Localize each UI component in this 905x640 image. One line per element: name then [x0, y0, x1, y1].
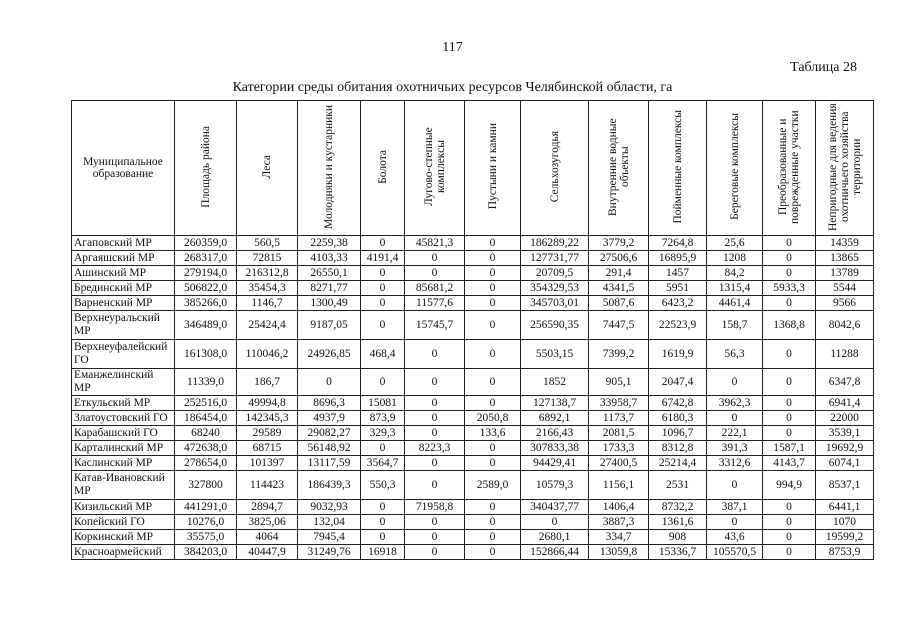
value-cell: 4143,7: [763, 456, 816, 471]
value-cell: 506822,0: [175, 281, 237, 296]
value-cell: 4103,33: [298, 251, 361, 266]
value-cell: 384203,0: [175, 545, 237, 560]
value-cell: 8312,8: [649, 441, 707, 456]
value-cell: 0: [405, 411, 465, 426]
value-cell: 24926,85: [298, 340, 361, 369]
value-cell: 6941,4: [816, 396, 874, 411]
value-cell: 19692,9: [816, 441, 874, 456]
value-cell: 20709,5: [521, 266, 589, 281]
value-cell: 0: [707, 369, 763, 396]
column-header-label: Леса: [261, 154, 273, 179]
value-cell: 0: [298, 369, 361, 396]
value-cell: 0: [361, 369, 405, 396]
header-municipality: Муниципальное образование: [72, 101, 175, 236]
value-cell: 0: [465, 340, 521, 369]
value-cell: 16918: [361, 545, 405, 560]
value-cell: 291,4: [589, 266, 649, 281]
municipality-name-cell: Красноармейский: [72, 545, 175, 560]
value-cell: 2259,38: [298, 236, 361, 251]
municipality-name-cell: Карталинский МР: [72, 441, 175, 456]
value-cell: 84,2: [707, 266, 763, 281]
value-cell: 0: [465, 396, 521, 411]
value-cell: 127731,77: [521, 251, 589, 266]
value-cell: 186,7: [237, 369, 298, 396]
municipality-name-cell: Еткульский МР: [72, 396, 175, 411]
value-cell: 5951: [649, 281, 707, 296]
municipality-name-cell: Кизильский МР: [72, 500, 175, 515]
value-cell: 132,04: [298, 515, 361, 530]
value-cell: 7399,2: [589, 340, 649, 369]
value-cell: 5544: [816, 281, 874, 296]
table-row: [72, 411, 874, 426]
table-row: [72, 311, 874, 340]
value-cell: 25,6: [707, 236, 763, 251]
value-cell: 8696,3: [298, 396, 361, 411]
value-cell: 0: [465, 500, 521, 515]
value-cell: 1156,1: [589, 471, 649, 500]
table-header-row: [72, 101, 874, 236]
table-row: [72, 369, 874, 396]
value-cell: 114423: [237, 471, 298, 500]
value-cell: 2589,0: [465, 471, 521, 500]
municipality-name-cell: Катав-Ивановский МР: [72, 471, 175, 500]
column-header-label: Площадь района: [199, 125, 212, 208]
value-cell: 33958,7: [589, 396, 649, 411]
column-header: [763, 101, 816, 236]
value-cell: 35575,0: [175, 530, 237, 545]
column-header-label: Сельхозугодья: [548, 130, 561, 203]
value-cell: 186454,0: [175, 411, 237, 426]
municipality-name-cell: Агаповский МР: [72, 236, 175, 251]
value-cell: 0: [405, 266, 465, 281]
value-cell: 6347,8: [816, 369, 874, 396]
value-cell: 0: [361, 441, 405, 456]
value-cell: 327800: [175, 471, 237, 500]
value-cell: 11288: [816, 340, 874, 369]
value-cell: 905,1: [589, 369, 649, 396]
value-cell: 15745,7: [405, 311, 465, 340]
value-cell: 35454,3: [237, 281, 298, 296]
municipality-name-cell: Верхнеуфалейский ГО: [72, 340, 175, 369]
value-cell: 105570,5: [707, 545, 763, 560]
column-header: [175, 101, 237, 236]
value-cell: 0: [465, 236, 521, 251]
value-cell: 0: [361, 266, 405, 281]
value-cell: 11339,0: [175, 369, 237, 396]
value-cell: 3539,1: [816, 426, 874, 441]
table-row: [72, 236, 874, 251]
municipality-name-cell: Ашинский МР: [72, 266, 175, 281]
value-cell: 0: [465, 281, 521, 296]
value-cell: 7447,5: [589, 311, 649, 340]
column-header: [465, 101, 521, 236]
value-cell: 560,5: [237, 236, 298, 251]
value-cell: 186439,3: [298, 471, 361, 500]
value-cell: 6074,1: [816, 456, 874, 471]
table-row: [72, 456, 874, 471]
value-cell: 354329,53: [521, 281, 589, 296]
value-cell: 334,7: [589, 530, 649, 545]
column-header-label: Непригодные для ведения охотничьего хозяйства территории: [826, 102, 863, 231]
value-cell: 1146,7: [237, 296, 298, 311]
value-cell: 13865: [816, 251, 874, 266]
value-cell: 329,3: [361, 426, 405, 441]
value-cell: 0: [465, 369, 521, 396]
column-header-label: Болота: [376, 149, 389, 184]
value-cell: 31249,76: [298, 545, 361, 560]
value-cell: 216312,8: [237, 266, 298, 281]
value-cell: 6441,1: [816, 500, 874, 515]
value-cell: 0: [405, 545, 465, 560]
value-cell: 133,6: [465, 426, 521, 441]
value-cell: 11577,6: [405, 296, 465, 311]
municipality-name-cell: Златоустовский ГО: [72, 411, 175, 426]
value-cell: 0: [405, 369, 465, 396]
value-cell: 3779,2: [589, 236, 649, 251]
value-cell: 2166,43: [521, 426, 589, 441]
value-cell: 873,9: [361, 411, 405, 426]
value-cell: 0: [361, 281, 405, 296]
value-cell: 8732,2: [649, 500, 707, 515]
value-cell: 0: [763, 530, 816, 545]
value-cell: 16895,9: [649, 251, 707, 266]
column-header: [521, 101, 589, 236]
value-cell: 3887,3: [589, 515, 649, 530]
value-cell: 0: [763, 515, 816, 530]
value-cell: 472638,0: [175, 441, 237, 456]
value-cell: 0: [763, 236, 816, 251]
value-cell: 7264,8: [649, 236, 707, 251]
value-cell: 110046,2: [237, 340, 298, 369]
value-cell: 0: [763, 396, 816, 411]
column-header-label: Преобразованные и поврежденные участки: [777, 109, 801, 224]
municipality-name-cell: Копейский ГО: [72, 515, 175, 530]
value-cell: 13117,59: [298, 456, 361, 471]
column-header-label: Пойменные комплексы: [671, 109, 684, 224]
value-cell: 0: [763, 545, 816, 560]
value-cell: 94429,41: [521, 456, 589, 471]
table-row: [72, 281, 874, 296]
value-cell: 15081: [361, 396, 405, 411]
value-cell: 14359: [816, 236, 874, 251]
value-cell: 29589: [237, 426, 298, 441]
value-cell: 1096,7: [649, 426, 707, 441]
column-header: [707, 101, 763, 236]
value-cell: 222,1: [707, 426, 763, 441]
value-cell: 9187,05: [298, 311, 361, 340]
value-cell: 391,3: [707, 441, 763, 456]
table-label: Таблица 28: [790, 60, 857, 75]
value-cell: 10579,3: [521, 471, 589, 500]
value-cell: 1208: [707, 251, 763, 266]
column-header: [649, 101, 707, 236]
table-row: [72, 266, 874, 281]
value-cell: 3564,7: [361, 456, 405, 471]
value-cell: 550,3: [361, 471, 405, 500]
value-cell: 49994,8: [237, 396, 298, 411]
value-cell: 4341,5: [589, 281, 649, 296]
column-header-label: Молодняки и кустарники: [323, 104, 335, 229]
value-cell: 1361,6: [649, 515, 707, 530]
value-cell: 8753,9: [816, 545, 874, 560]
value-cell: 8537,1: [816, 471, 874, 500]
value-cell: 385266,0: [175, 296, 237, 311]
value-cell: 0: [763, 369, 816, 396]
value-cell: 2050,8: [465, 411, 521, 426]
value-cell: 260359,0: [175, 236, 237, 251]
value-cell: 8223,3: [405, 441, 465, 456]
column-header: [589, 101, 649, 236]
value-cell: 908: [649, 530, 707, 545]
value-cell: 6892,1: [521, 411, 589, 426]
value-cell: 3962,3: [707, 396, 763, 411]
value-cell: 13789: [816, 266, 874, 281]
value-cell: 256590,35: [521, 311, 589, 340]
value-cell: 19599,2: [816, 530, 874, 545]
value-cell: 5087,6: [589, 296, 649, 311]
value-cell: 5503,15: [521, 340, 589, 369]
municipality-name-cell: Каслинский МР: [72, 456, 175, 471]
value-cell: 25424,4: [237, 311, 298, 340]
value-cell: 127138,7: [521, 396, 589, 411]
value-cell: 346489,0: [175, 311, 237, 340]
table-row: [72, 396, 874, 411]
table-row: [72, 296, 874, 311]
value-cell: 142345,3: [237, 411, 298, 426]
value-cell: 0: [361, 500, 405, 515]
value-cell: 71958,8: [405, 500, 465, 515]
value-cell: 0: [763, 251, 816, 266]
value-cell: 307833,38: [521, 441, 589, 456]
value-cell: 8271,77: [298, 281, 361, 296]
value-cell: 101397: [237, 456, 298, 471]
value-cell: 40447,9: [237, 545, 298, 560]
value-cell: 29082,27: [298, 426, 361, 441]
value-cell: 0: [405, 515, 465, 530]
value-cell: 252516,0: [175, 396, 237, 411]
value-cell: 186289,22: [521, 236, 589, 251]
value-cell: 0: [763, 426, 816, 441]
value-cell: 0: [361, 311, 405, 340]
value-cell: 0: [405, 471, 465, 500]
municipality-name-cell: Аргаяшский МР: [72, 251, 175, 266]
value-cell: 45821,3: [405, 236, 465, 251]
value-cell: 2531: [649, 471, 707, 500]
value-cell: 0: [707, 515, 763, 530]
value-cell: 0: [521, 515, 589, 530]
value-cell: 2081,5: [589, 426, 649, 441]
value-cell: 68715: [237, 441, 298, 456]
table-row: [72, 471, 874, 500]
value-cell: 0: [763, 266, 816, 281]
value-cell: 0: [361, 515, 405, 530]
value-cell: 161308,0: [175, 340, 237, 369]
value-cell: 10276,0: [175, 515, 237, 530]
value-cell: 468,4: [361, 340, 405, 369]
value-cell: 2047,4: [649, 369, 707, 396]
value-cell: 4461,4: [707, 296, 763, 311]
value-cell: 72815: [237, 251, 298, 266]
value-cell: 25214,4: [649, 456, 707, 471]
value-cell: 1173,7: [589, 411, 649, 426]
value-cell: 387,1: [707, 500, 763, 515]
value-cell: 22000: [816, 411, 874, 426]
value-cell: 0: [465, 296, 521, 311]
value-cell: 9032,93: [298, 500, 361, 515]
table-row: [72, 251, 874, 266]
column-header: [361, 101, 405, 236]
value-cell: 56148,92: [298, 441, 361, 456]
value-cell: 0: [361, 530, 405, 545]
value-cell: 0: [465, 441, 521, 456]
value-cell: 0: [405, 456, 465, 471]
value-cell: 0: [465, 251, 521, 266]
table-row: [72, 545, 874, 560]
value-cell: 6423,2: [649, 296, 707, 311]
value-cell: 0: [405, 426, 465, 441]
value-cell: 4064: [237, 530, 298, 545]
value-cell: 1457: [649, 266, 707, 281]
municipality-name-cell: Еманжелинский МР: [72, 369, 175, 396]
value-cell: 1368,8: [763, 311, 816, 340]
value-cell: 56,3: [707, 340, 763, 369]
value-cell: 0: [405, 251, 465, 266]
value-cell: 6742,8: [649, 396, 707, 411]
value-cell: 13059,8: [589, 545, 649, 560]
value-cell: 0: [763, 340, 816, 369]
value-cell: 26550,1: [298, 266, 361, 281]
value-cell: 9566: [816, 296, 874, 311]
column-header: [405, 101, 465, 236]
value-cell: 0: [763, 411, 816, 426]
value-cell: 8042,6: [816, 311, 874, 340]
value-cell: 0: [465, 456, 521, 471]
value-cell: 268317,0: [175, 251, 237, 266]
value-cell: 152866,44: [521, 545, 589, 560]
column-header: [816, 101, 874, 236]
table-row: [72, 515, 874, 530]
value-cell: 0: [361, 296, 405, 311]
value-cell: 4937,9: [298, 411, 361, 426]
value-cell: 441291,0: [175, 500, 237, 515]
table-row: [72, 500, 874, 515]
value-cell: 0: [465, 266, 521, 281]
column-header-label: Лугово-степные комплексы: [422, 127, 447, 206]
value-cell: 7945,4: [298, 530, 361, 545]
value-cell: 6180,3: [649, 411, 707, 426]
value-cell: 0: [707, 471, 763, 500]
value-cell: 0: [465, 311, 521, 340]
value-cell: 1406,4: [589, 500, 649, 515]
value-cell: 1315,4: [707, 281, 763, 296]
habitat-categories-table: [71, 100, 874, 560]
column-header: [298, 101, 361, 236]
value-cell: 158,7: [707, 311, 763, 340]
table-row: [72, 340, 874, 369]
column-header: [237, 101, 298, 236]
table-row: [72, 441, 874, 456]
value-cell: 0: [361, 236, 405, 251]
value-cell: 1300,49: [298, 296, 361, 311]
value-cell: 0: [763, 500, 816, 515]
municipality-name-cell: Верхнеуральский МР: [72, 311, 175, 340]
value-cell: 27506,6: [589, 251, 649, 266]
value-cell: 27400,5: [589, 456, 649, 471]
value-cell: 0: [405, 340, 465, 369]
value-cell: 0: [763, 296, 816, 311]
value-cell: 15336,7: [649, 545, 707, 560]
value-cell: 0: [465, 530, 521, 545]
value-cell: 0: [707, 411, 763, 426]
value-cell: 3312,6: [707, 456, 763, 471]
value-cell: 279194,0: [175, 266, 237, 281]
value-cell: 68240: [175, 426, 237, 441]
value-cell: 1619,9: [649, 340, 707, 369]
value-cell: 0: [465, 545, 521, 560]
value-cell: 278654,0: [175, 456, 237, 471]
value-cell: 340437,77: [521, 500, 589, 515]
table-row: [72, 426, 874, 441]
value-cell: 2680,1: [521, 530, 589, 545]
municipality-name-cell: Варненский МР: [72, 296, 175, 311]
value-cell: 22523,9: [649, 311, 707, 340]
table-row: [72, 530, 874, 545]
value-cell: 85681,2: [405, 281, 465, 296]
value-cell: 0: [405, 396, 465, 411]
value-cell: 3825,06: [237, 515, 298, 530]
value-cell: 0: [465, 515, 521, 530]
value-cell: 345703,01: [521, 296, 589, 311]
municipality-name-cell: Коркинский МР: [72, 530, 175, 545]
column-header-label: Внутренние водные объекты: [606, 117, 631, 216]
page-number: 117: [442, 40, 463, 55]
value-cell: 1070: [816, 515, 874, 530]
municipality-name-cell: Карабашский ГО: [72, 426, 175, 441]
municipality-name-cell: Брединский МР: [72, 281, 175, 296]
table-caption: Категории среды обитания охотничьих ресурсов Челябинской области, га: [232, 80, 673, 95]
column-header-label: Береговые комплексы: [728, 113, 741, 220]
value-cell: 1852: [521, 369, 589, 396]
value-cell: 5933,3: [763, 281, 816, 296]
value-cell: 1587,1: [763, 441, 816, 456]
value-cell: 0: [405, 530, 465, 545]
value-cell: 1733,3: [589, 441, 649, 456]
value-cell: 2894,7: [237, 500, 298, 515]
value-cell: 994,9: [763, 471, 816, 500]
value-cell: 4191,4: [361, 251, 405, 266]
value-cell: 43,6: [707, 530, 763, 545]
column-header-label: Пустыни и камни: [486, 123, 499, 210]
